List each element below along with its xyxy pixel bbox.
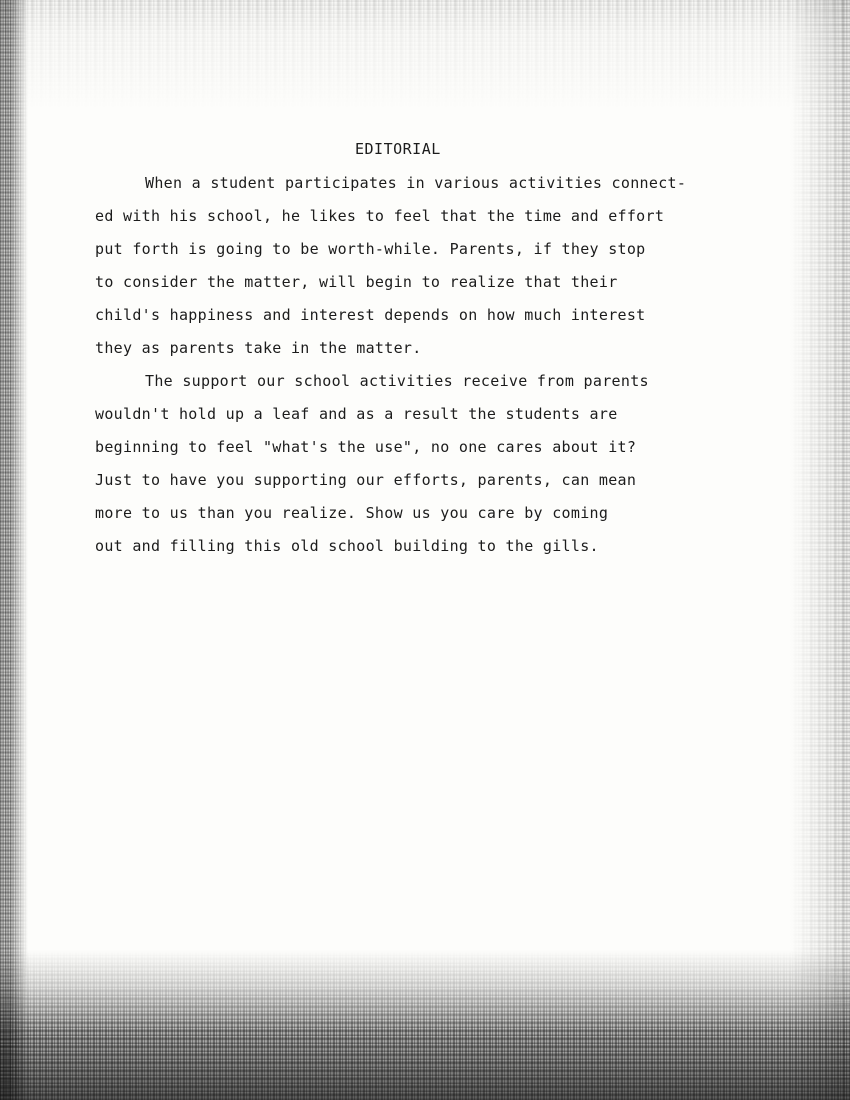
paragraph-line: When a student participates in various activities connect-: [145, 174, 687, 192]
paragraph-line: to consider the matter, will begin to realize that their: [95, 273, 618, 291]
scan-noise-left: [0, 0, 28, 1100]
paragraph-line: ed with his school, he likes to feel that the time and effort: [95, 207, 665, 225]
paragraph-line: The support our school activities receive from parents: [145, 372, 649, 390]
editorial-title: EDITORIAL: [355, 140, 441, 158]
paragraph-line: more to us than you realize. Show us you care by coming: [95, 504, 609, 522]
scan-shadow-bottom: [0, 1030, 850, 1100]
paragraph-line: put forth is going to be worth-while. Parents, if they stop: [95, 240, 646, 258]
paragraph-line: out and filling this old school building to the gills.: [95, 537, 599, 555]
paragraph-1: [95, 167, 755, 365]
scan-noise-top: [0, 0, 850, 110]
paragraph-line: they as parents take in the matter.: [95, 339, 422, 357]
paragraph-line: beginning to feel "what's the use", no one cares about it?: [95, 438, 637, 456]
paragraph-line: Just to have you supporting our efforts, parents, can mean: [95, 471, 637, 489]
paragraph-line: child's happiness and interest depends on how much interest: [95, 306, 646, 324]
paragraph-2: [95, 365, 755, 563]
scan-noise-right: [790, 0, 850, 1100]
paragraph-line: wouldn't hold up a leaf and as a result the students are: [95, 405, 618, 423]
